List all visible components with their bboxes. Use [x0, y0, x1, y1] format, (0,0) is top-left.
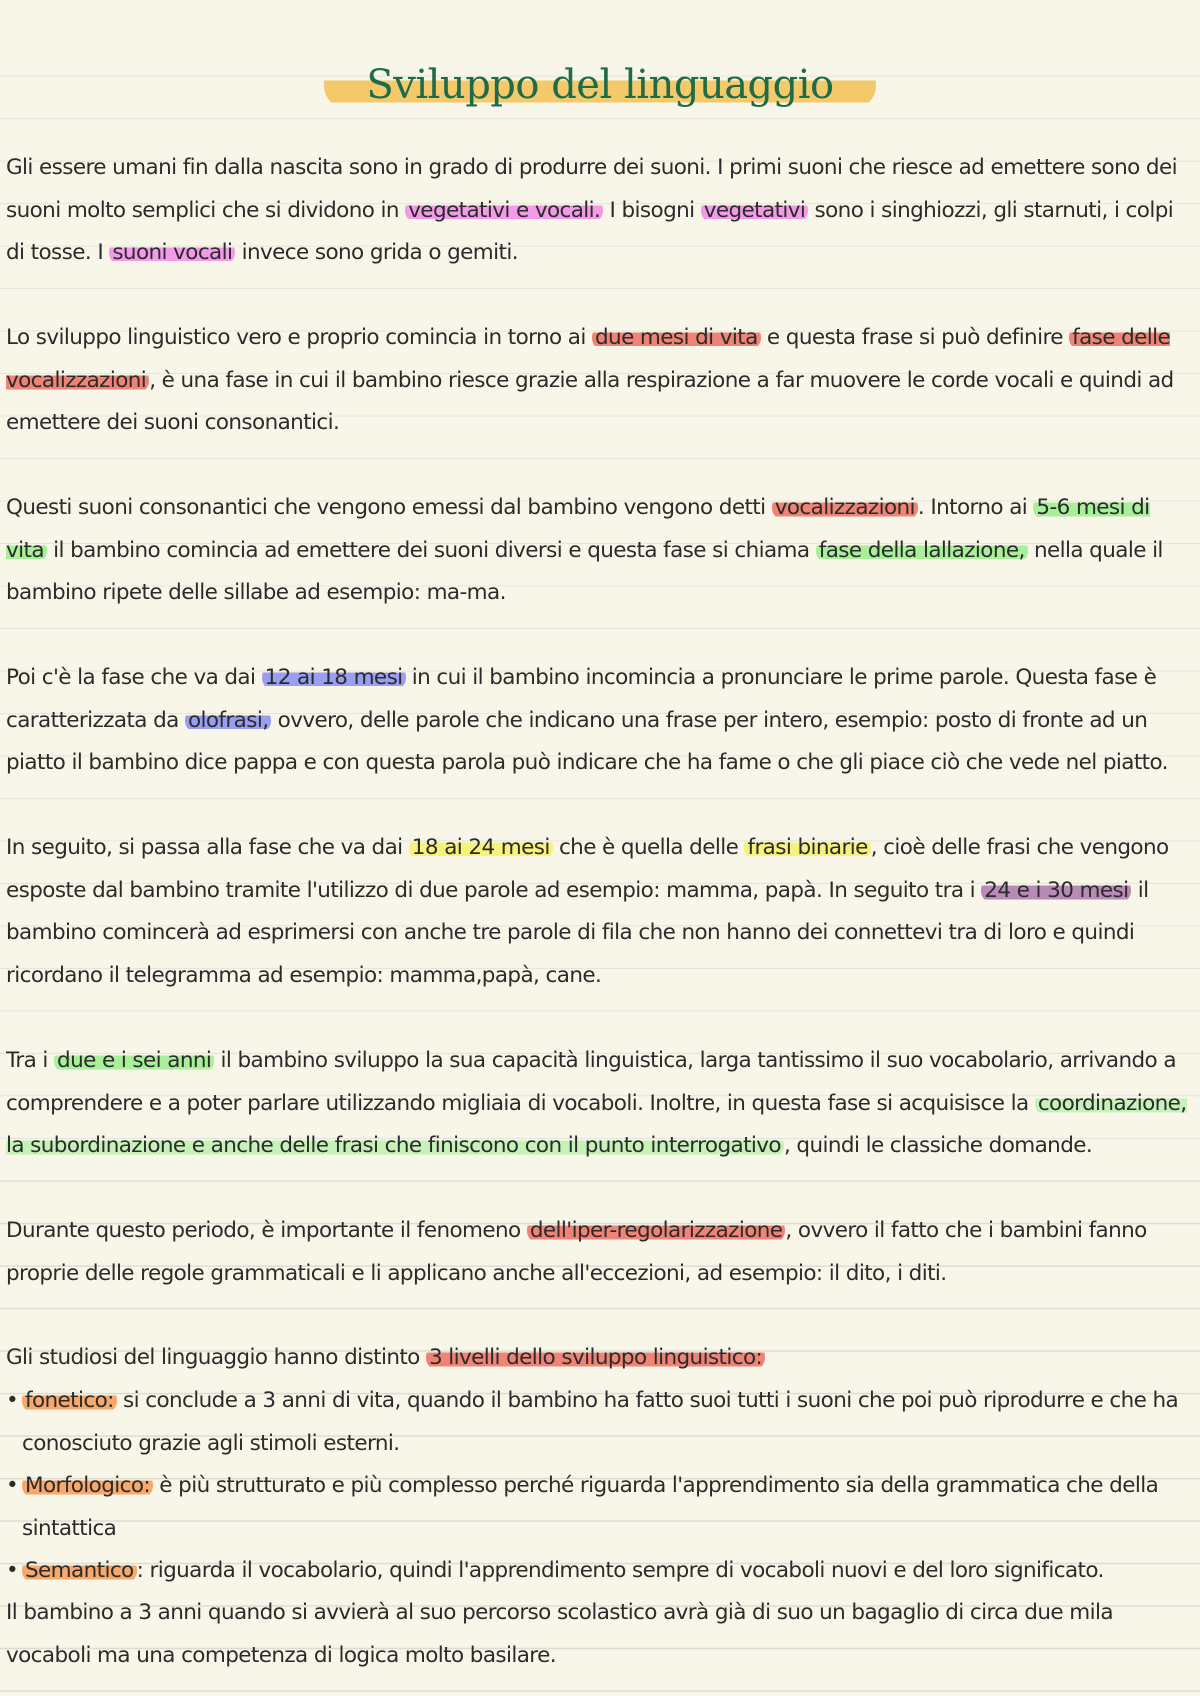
highlight-coordinazione: coordinazione, la subordinazione e anche delle frasi che finiscono con il punto interrogativo	[6, 1090, 1187, 1158]
highlight-term: fonetico:	[22, 1388, 117, 1413]
paragraph-text: il bambino sviluppo la sua capacità linguistica, larga tantissimo il suo vocabolario, arrivando a comprendere e a poter parlare utilizzando migliaia di vocaboli. Inoltre, in questa fase si acquisisce la	[6, 1048, 1176, 1116]
highlight-term: Morfologico:	[22, 1473, 153, 1498]
paragraph-text: sono i singhiozzi, gli starnuti, i colpi di tosse. I	[6, 197, 1174, 265]
highlight-suoni-vocali: suoni vocali	[109, 240, 235, 265]
paragraph-text: Tra i	[6, 1048, 55, 1073]
paragraph-text: che è quella delle	[552, 835, 745, 860]
list-item-fonetico	[6, 1380, 1194, 1465]
levels-list	[6, 1380, 1194, 1593]
list-item-text: : riguarda il vocabolario, quindi l'apprendimento sempre di vocaboli nuovi e del loro significato.	[136, 1558, 1104, 1583]
paragraph-lallazione	[6, 487, 1194, 615]
highlight-due-mesi: due mesi di vita	[592, 325, 761, 350]
title-container	[0, 62, 1200, 108]
paragraph-text: ovvero, delle parole che indicano una frase per intero, esempio: posto di fronte ad un piatto il bambino dice pappa e con questa parola può indicare che ha fame o che gli piace ciò che vede nel piatto.	[6, 707, 1168, 775]
highlight-24-30-mesi: 24 e i 30 mesi	[981, 878, 1131, 903]
highlight-fase-vocalizzazioni: fase delle vocalizzazioni	[6, 325, 1171, 393]
highlight-olofrasi: olofrasi,	[185, 708, 271, 733]
list-item-morfologico	[6, 1465, 1194, 1550]
paragraph-iper-regolarizzazione	[6, 1210, 1194, 1295]
paragraph-text: I bisogni	[603, 197, 701, 223]
paragraph-text: invece sono grida o gemiti.	[235, 240, 518, 265]
paragraph-text: Poi c'è la fase che va dai	[6, 665, 262, 690]
paragraph-text: , quindi le classiche domande.	[783, 1133, 1093, 1158]
paragraph-text: nella quale il bambino ripete delle sillabe ad esempio: ma-ma.	[6, 537, 1163, 605]
paragraph-text: Gli essere umani fin dalla nascita sono in grado di produrre dei suoni. I primi suoni che riesce ad emettere sono dei suoni molto semplici che si dividono in	[6, 155, 1177, 223]
paragraph-livelli	[6, 1337, 1194, 1380]
bullet: •	[6, 1473, 19, 1498]
paragraph-vocabolario	[6, 1040, 1194, 1168]
bullet: •	[6, 1558, 19, 1583]
paragraph-text: Lo sviluppo linguistico vero e proprio comincia in torno ai	[6, 325, 592, 350]
paragraph-text: , è una fase in cui il bambino riesce grazie alla respirazione a far muovere le corde vocali e quindi ad emettere dei suoni consonantici.	[6, 367, 1174, 435]
paragraph-text: Gli studiosi del linguaggio hanno distinto	[6, 1345, 426, 1370]
paragraph-text: il bambino comincerà ad esprimersi con anche tre parole di fila che non hanno dei connettevi tra di loro e quindi ricordano il telegramma ad esempio: mamma,papà, cane.	[6, 877, 1149, 988]
highlight-frasi-binarie: frasi binarie	[744, 835, 870, 860]
highlight-due-sei-anni: due e i sei anni	[54, 1048, 214, 1073]
paragraph-text: il bambino comincia ad emettere dei suoni diversi e questa fase si chiama	[46, 537, 816, 563]
paragraph-text: e questa frase si può definire	[760, 325, 1070, 350]
highlight-term: Semantico	[22, 1558, 137, 1583]
paragraph-text: in cui il bambino incomincia a pronunciare le prime parole. Questa fase è caratterizzata da	[6, 665, 1157, 733]
paragraph-suoni	[6, 147, 1194, 275]
highlight-iper-regolarizzazione: dell'iper-regolarizzazione	[527, 1218, 786, 1243]
paragraph-text: , ovvero il fatto che i bambini fanno proprie delle regole grammaticali e li applicano anche all'eccezioni, ad esempio: il dito, i diti.	[6, 1218, 1147, 1286]
paragraph-text: Durante questo periodo, è importante il fenomeno	[6, 1218, 527, 1243]
highlight-vocalizzazioni: vocalizzazioni	[772, 495, 918, 520]
page-title: Sviluppo del linguaggio	[324, 62, 875, 108]
highlight-vegetativi-vocali: vegetativi e vocali.	[405, 198, 603, 223]
bullet: •	[6, 1388, 19, 1413]
list-item-text: è più strutturato e più complesso perché riguarda l'apprendimento sia della grammatica che della sintattica	[22, 1473, 1159, 1541]
highlight-fase-lallazione: fase della lallazione,	[816, 538, 1028, 563]
paragraph-vocalizzazioni	[6, 317, 1194, 445]
highlight-18-24-mesi: 18 ai 24 mesi	[409, 835, 553, 860]
list-item-text: si conclude a 3 anni di vita, quando il bambino ha fatto suoi tutti i suoni che poi può riprodurre e che ha conosciuto grazie agli stimoli esterni.	[22, 1388, 1179, 1456]
list-item-semantico	[6, 1550, 1194, 1593]
highlight-vegetativi: vegetativi	[701, 198, 809, 223]
paragraph-text: , cioè delle frasi che vengono esposte dal bambino tramite l'utilizzo di due parole ad esempio: mamma, papà. In seguito tra i	[6, 835, 1169, 903]
highlight-12-18-mesi: 12 ai 18 mesi	[262, 665, 406, 690]
highlight-3-livelli: 3 livelli dello sviluppo linguistico:	[426, 1345, 765, 1370]
paragraph-olofrasi	[6, 657, 1194, 785]
paragraph-text: Questi suoni consonantici che vengono emessi dal bambino vengono detti	[6, 495, 772, 520]
paragraph-text: . Intorno ai	[917, 495, 1034, 520]
paragraph-text: In seguito, si passa alla fase che va dai	[6, 835, 409, 860]
highlight-5-6-mesi: 5-6 mesi di vita	[6, 495, 1150, 563]
paragraph-conclusione: Il bambino a 3 anni quando si avvierà al suo percorso scolastico avrà già di suo un bagaglio di circa due mila vocaboli ma una competenza di logica molto basilare.	[6, 1600, 1113, 1668]
paragraph-frasi-binarie	[6, 827, 1194, 997]
